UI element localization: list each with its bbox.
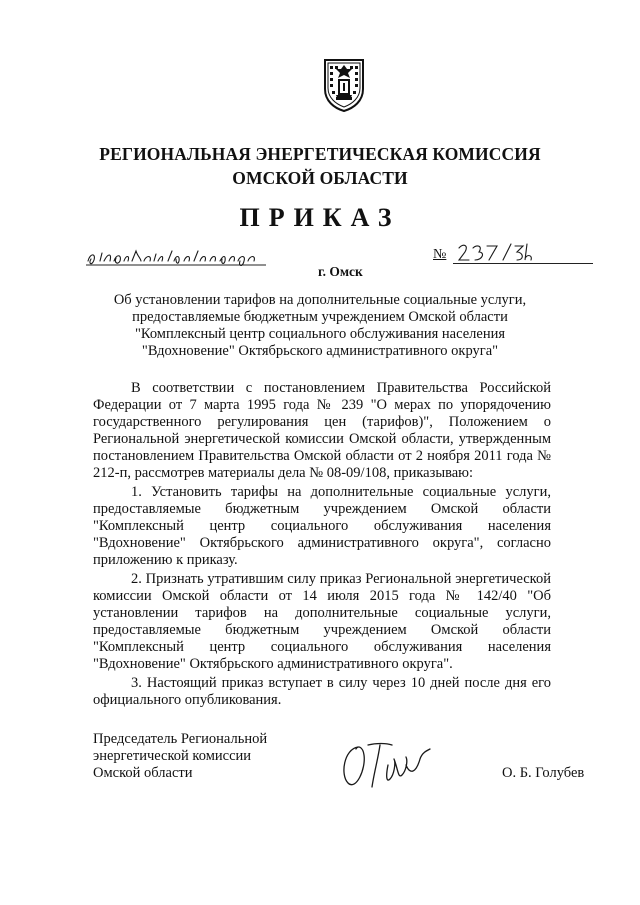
- handwritten-number: [455, 240, 535, 266]
- signer-position-line: Председатель Региональной: [93, 731, 268, 747]
- organization-region: ОМСКОЙ ОБЛАСТИ: [232, 168, 408, 188]
- subject-line: предоставляемые бюджетным учреждением Омской области: [132, 309, 508, 325]
- order-item-3: 3. Настоящий приказ вступает в силу через 10 дней после дня его официального опубликования.: [93, 675, 551, 708]
- order-item-2: 2. Признать утратившим силу приказ Региональной энергетической комиссии Омской области от 14 июля 2015 года № 142/40 "Об установлении тарифов на дополнительные социальные услуги, предоставляемые бюджетным учреждением Омской области "Комплексный центр социального обслуживания населения "Вдохновение" Октябрьского административного округа".: [93, 571, 551, 672]
- number-sign: №: [433, 247, 447, 262]
- preamble-paragraph: В соответствии с постановлением Правительства Российской Федерации от 7 марта 1995 года № 239 "О мерах по упорядочению государственного регулирования цен (тарифов)", Положением о Региональной энергетической комиссии Омской области, утвержденным постановлением Правительства Омской области от 2 ноября 2011 года № 212-п, рассмотрев материалы дела № 08-09/108, приказываю:: [93, 380, 551, 481]
- subject-line: "Вдохновение" Октябрьского административного округа": [141, 343, 499, 359]
- organization-name: РЕГИОНАЛЬНАЯ ЭНЕРГЕТИЧЕСКАЯ КОМИССИЯ: [99, 144, 541, 164]
- subject-line: "Комплексный центр социального обслуживания населения: [134, 326, 506, 342]
- signer-position-line: Омской области: [93, 765, 193, 781]
- subject-line: Об установлении тарифов на дополнительные социальные услуги,: [113, 292, 527, 308]
- document-type-title: ПРИКАЗ: [239, 203, 401, 232]
- signer-position-line: энергетической комиссии: [93, 748, 252, 764]
- order-item-1: 1. Установить тарифы на дополнительные социальные услуги, предоставляемые бюджетным учреждением Омской области "Комплексный центр социального обслуживания населения "Вдохновение" Октябрьского административного округа", согласно приложению к приказу.: [93, 484, 551, 568]
- handwritten-date: [86, 243, 268, 269]
- order-subject: [100, 292, 540, 360]
- handwritten-signature: [336, 735, 436, 795]
- signer-name: О. Б. Голубев: [502, 765, 585, 781]
- coat-of-arms-icon: [322, 57, 366, 113]
- order-body: [93, 380, 551, 709]
- order-number: [433, 246, 585, 266]
- city-label: г. Омск: [318, 264, 363, 279]
- signer-position: [93, 731, 267, 782]
